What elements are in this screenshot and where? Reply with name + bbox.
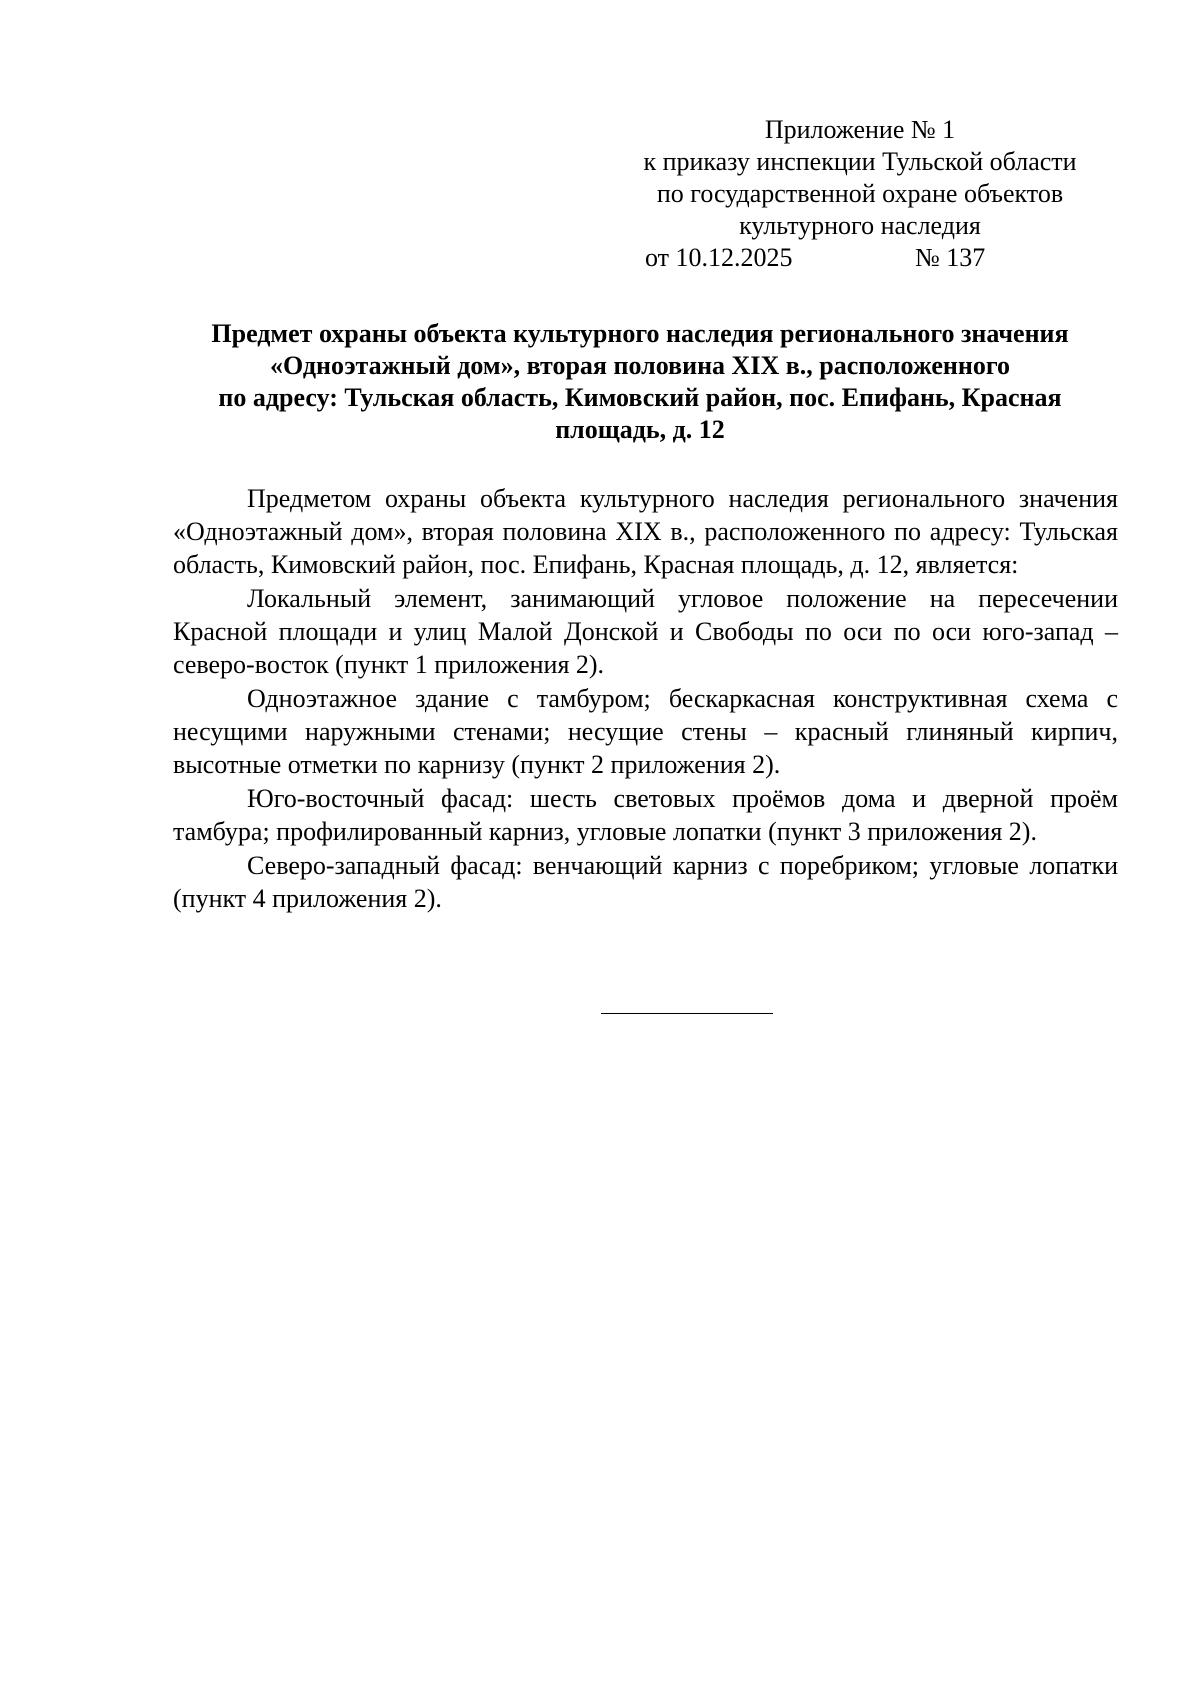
body-paragraph-5: Северо-западный фасад: венчающий карниз с поребриком; угловые лопатки (пункт 4 приложения 2). [173,851,1118,913]
appendix-order-ref: к приказу инспекции Тульской области [643,147,1077,176]
order-number: № 137 [915,243,986,272]
order-date: от 10.12.2025 [645,243,793,272]
appendix-header [610,114,1110,242]
title-line-2: «Одноэтажный дом», вторая половина XIX в., расположенного [269,351,1011,380]
title-line-1: Предмет охраны объекта культурного наследия регионального значения [211,319,1069,348]
document-body [173,482,1118,916]
appendix-authority-line: по государственной охране объектов [656,179,1064,208]
body-paragraph-4: Юго-восточный фасад: шесть световых проёмов дома и дверной проём тамбура; профилированный карниз, угловые лопатки (пункт 3 приложения 2). [173,784,1118,846]
body-paragraph-3: Одноэтажное здание с тамбуром; бескаркасная конструктивная схема с несущими наружными стенами; несущие стены – красный глиняный кирпич, высотные отметки по карнизу (пункт 2 приложения 2). [173,684,1118,779]
end-separator-line [601,1013,773,1014]
document-title [150,318,1130,446]
title-line-4: площадь, д. 12 [555,415,725,444]
body-paragraph-1: Предметом охраны объекта культурного наследия регионального значения «Одноэтажный дом», вторая половина XIX в., расположенного по адресу: Тульская область, Кимовский район, пос. Епифань, Красная площадь, д. 12, является: [173,484,1118,579]
appendix-title: Приложение № 1 [764,115,956,144]
body-paragraph-2: Локальный элемент, занимающий угловое положение на пересечении Красной площади и улиц Малой Донской и Свободы по оси по оси юго-запад – северо-восток (пункт 1 приложения 2). [173,584,1118,679]
title-line-3: по адресу: Тульская область, Кимовский район, пос. Епифань, Красная [218,383,1062,412]
appendix-authority-line-2: культурного наследия [739,211,981,240]
order-date-number [645,242,1025,274]
